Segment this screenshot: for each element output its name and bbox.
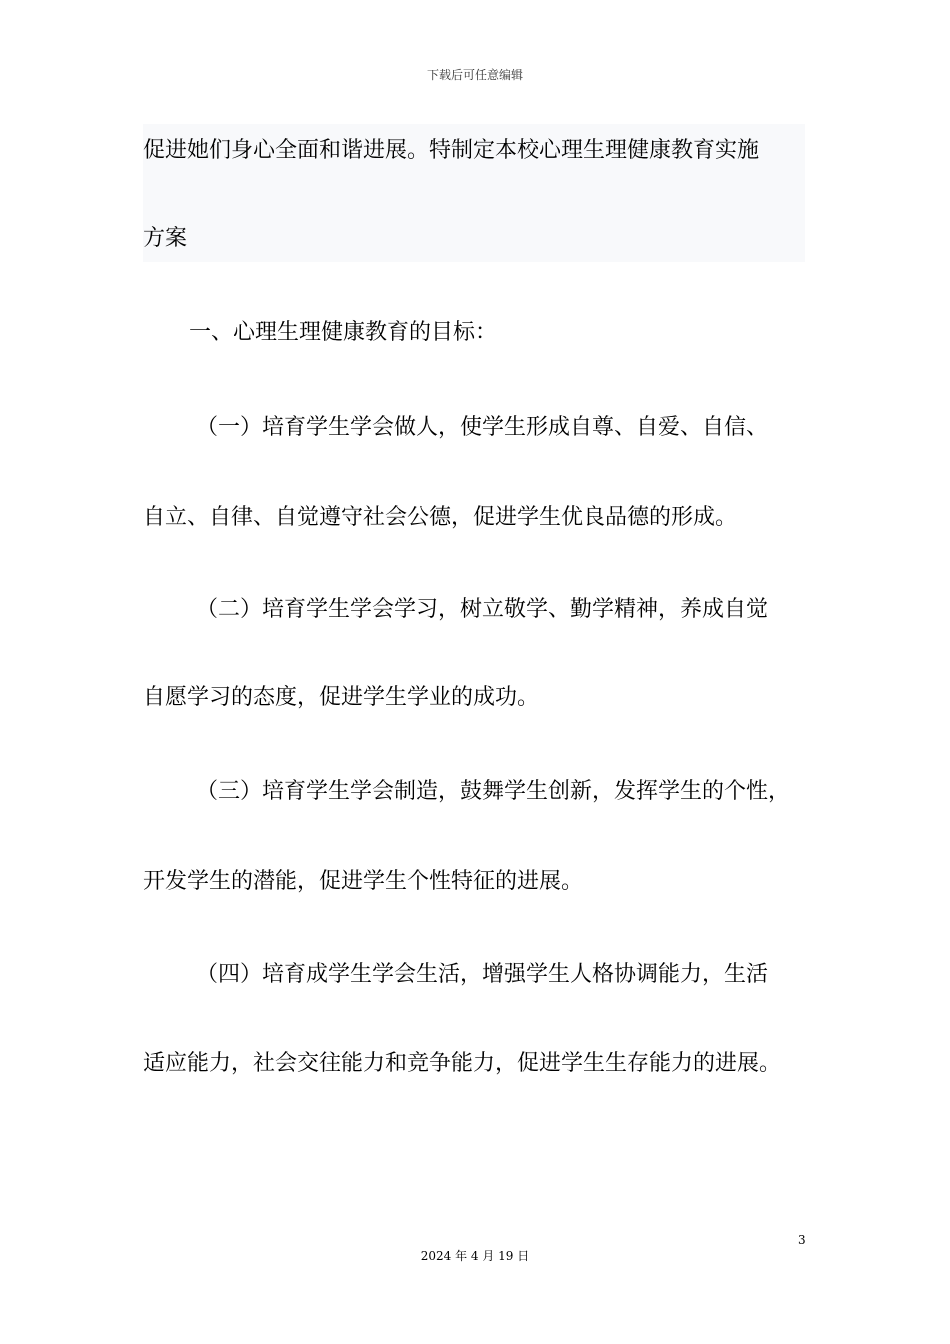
body-line: （四）培育成学生学会生活，增强学生人格协调能力，生活 [196,962,769,987]
page-number: 3 [798,1233,806,1247]
body-line: 方案 [143,226,188,251]
body-line: （三）培育学生学会制造，鼓舞学生创新，发挥学生的个性， [196,779,791,804]
body-line: 自愿学习的态度，促进学生学业的成功。 [143,685,540,710]
body-line: 适应能力，社会交往能力和竞争能力，促进学生生存能力的进展。 [143,1051,782,1076]
body-line: （二）培育学生学会学习，树立敬学、勤学精神，养成自觉 [196,597,769,622]
body-line: 促进她们身心全面和谐进展。特制定本校心理生理健康教育实施 [143,138,760,163]
footer-date: 2024 年 4 月 19 日 [420,1249,530,1263]
body-line: 自立、自律、自觉遵守社会公德，促进学生优良品德的形成。 [143,505,738,530]
section-heading: 一、心理生理健康教育的目标： [189,320,498,345]
body-line: 开发学生的潜能，促进学生个性特征的进展。 [143,869,584,894]
page-header: 下载后可任意编辑 [426,68,523,82]
body-line: （一）培育学生学会做人，使学生形成自尊、自爱、自信、 [196,415,769,440]
